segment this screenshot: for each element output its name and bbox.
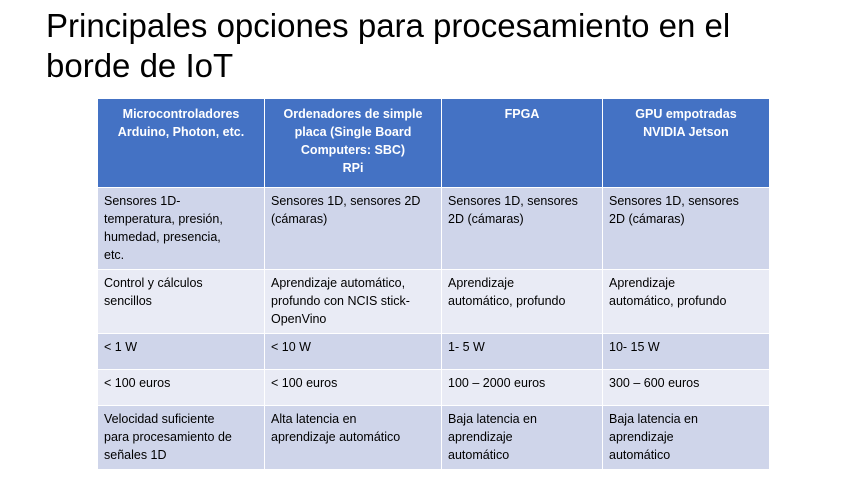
- cell-line: para procesamiento de: [104, 430, 232, 444]
- cell-line: Sensores 1D, sensores: [609, 194, 739, 208]
- cell-line: Alta latencia en: [271, 412, 357, 426]
- cell-line: < 100 euros: [271, 376, 338, 390]
- cell-line: 2D (cámaras): [609, 212, 685, 226]
- table-cell: [442, 270, 603, 334]
- cell-line: 2D (cámaras): [448, 212, 524, 226]
- cell-line: (cámaras): [271, 212, 328, 226]
- header-line: FPGA: [504, 107, 540, 121]
- table-row-power: [98, 334, 770, 370]
- header-line: RPi: [342, 161, 364, 175]
- table-row-latency: [98, 406, 770, 470]
- cell-line: < 10 W: [271, 340, 311, 354]
- header-line: GPU empotradas: [635, 107, 737, 121]
- cell-line: Sensores 1D-: [104, 194, 181, 208]
- slide-title-line: Principales opciones para procesamiento en el: [46, 7, 731, 44]
- table-cell: [265, 370, 442, 406]
- table-cell: [98, 370, 265, 406]
- header-line: Microcontroladores: [122, 107, 240, 121]
- cell-line: aprendizaje automático: [271, 430, 401, 444]
- table-cell: [265, 406, 442, 470]
- cell-line: humedad, presencia,: [104, 230, 221, 244]
- cell-line: Aprendizaje: [609, 276, 676, 290]
- table-cell: [98, 406, 265, 470]
- header-line: Computers: SBC): [300, 143, 406, 157]
- table-cell: [603, 406, 770, 470]
- table-row-price: [98, 370, 770, 406]
- cell-line: Sensores 1D, sensores: [448, 194, 578, 208]
- slide-title-line: borde de IoT: [46, 47, 234, 84]
- table-cell: [265, 270, 442, 334]
- cell-line: automático: [609, 448, 671, 462]
- table-cell: [265, 334, 442, 370]
- table-cell: [442, 334, 603, 370]
- comparison-table: [97, 98, 770, 470]
- cell-line: < 100 euros: [104, 376, 171, 390]
- header-fpga: [442, 99, 603, 188]
- table-row-sensors: [98, 188, 770, 270]
- table-cell: [442, 188, 603, 270]
- cell-line: < 1 W: [104, 340, 137, 354]
- table-row-computation: [98, 270, 770, 334]
- cell-line: Aprendizaje: [448, 276, 515, 290]
- table-cell: [603, 334, 770, 370]
- table-cell: [98, 270, 265, 334]
- cell-line: etc.: [104, 248, 125, 262]
- cell-line: profundo con NCIS stick-: [271, 294, 410, 308]
- table-header-row: [98, 99, 770, 188]
- cell-line: automático, profundo: [448, 294, 566, 308]
- table-cell: [265, 188, 442, 270]
- header-sbc: [265, 99, 442, 188]
- header-line: NVIDIA Jetson: [643, 125, 729, 139]
- cell-line: automático: [448, 448, 510, 462]
- cell-line: sencillos: [104, 294, 152, 308]
- cell-line: 10- 15 W: [609, 340, 660, 354]
- cell-line: 300 – 600 euros: [609, 376, 700, 390]
- table-cell: [442, 406, 603, 470]
- cell-line: Sensores 1D, sensores 2D: [271, 194, 421, 208]
- cell-line: aprendizaje: [609, 430, 674, 444]
- cell-line: Baja latencia en: [448, 412, 537, 426]
- cell-line: temperatura, presión,: [104, 212, 223, 226]
- header-line: Ordenadores de simple: [283, 107, 423, 121]
- header-line: placa (Single Board: [294, 125, 412, 139]
- cell-line: automático, profundo: [609, 294, 727, 308]
- cell-line: aprendizaje: [448, 430, 513, 444]
- header-microcontrollers: [98, 99, 265, 188]
- cell-line: 1- 5 W: [448, 340, 485, 354]
- cell-line: Aprendizaje automático,: [271, 276, 406, 290]
- header-line: Arduino, Photon, etc.: [117, 125, 245, 139]
- cell-line: Control y cálculos: [104, 276, 203, 290]
- cell-line: Velocidad suficiente: [104, 412, 215, 426]
- table-cell: [603, 188, 770, 270]
- table-cell: [603, 370, 770, 406]
- table-cell: [442, 370, 603, 406]
- cell-line: Baja latencia en: [609, 412, 698, 426]
- cell-line: 100 – 2000 euros: [448, 376, 546, 390]
- header-gpu: [603, 99, 770, 188]
- cell-line: OpenVino: [271, 312, 327, 326]
- cell-line: señales 1D: [104, 448, 167, 462]
- slide-title: [46, 6, 826, 86]
- table-cell: [603, 270, 770, 334]
- table-cell: [98, 334, 265, 370]
- table-cell: [98, 188, 265, 270]
